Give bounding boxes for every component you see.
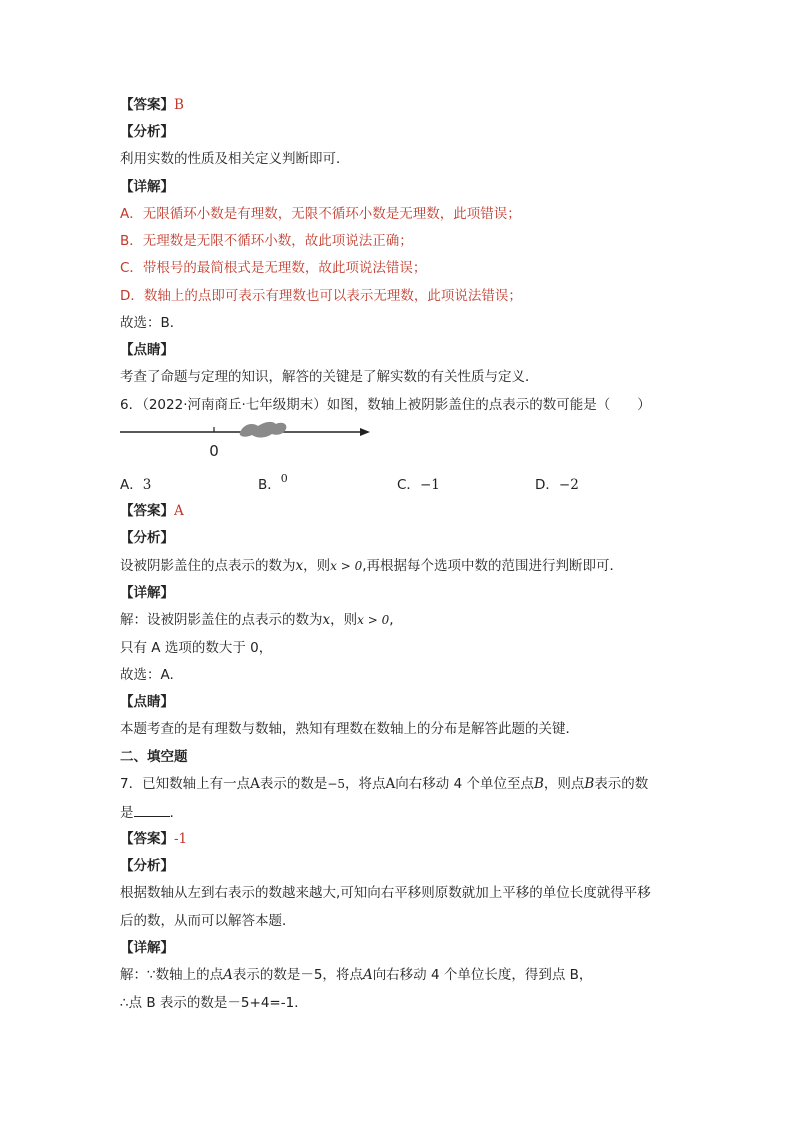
q5-comment-label: 【点睛】 xyxy=(120,342,174,358)
q6-choice: 故选：A. xyxy=(120,667,174,683)
q7-answer: 【答案】-1 xyxy=(120,831,188,847)
q7-analysis-label: 【分析】 xyxy=(120,858,174,874)
q5-detail-line: B．无理数是无限不循环小数，故此项说法正确； xyxy=(120,233,413,249)
zero-tick-label: 0 xyxy=(209,442,219,460)
q6-comment-label: 【点睛】 xyxy=(120,694,174,710)
q5-detail-line: D．数轴上的点即可表示有理数也可以表示无理数，此项说法错误； xyxy=(120,288,522,304)
section-heading: 二、填空题 xyxy=(120,749,188,765)
q6-detail-line: 解：设被阴影盖住的点表示的数为x，则x > 0, xyxy=(120,612,394,628)
q7-analysis-text: 后的数，从而可以解答本题． xyxy=(120,913,296,929)
q6-detail-label: 【详解】 xyxy=(120,585,174,601)
q7-stem-line2: 是 . xyxy=(120,802,174,823)
arrow-icon xyxy=(360,428,370,436)
option-d: D．−2 xyxy=(535,477,579,493)
q7-detail-line: 解：∵数轴上的点A表示的数是－5，将点A向右移动 4 个单位长度，得到点 B， xyxy=(120,967,593,983)
q7-detail-line: ∴点 B 表示的数是－5+4=-1． xyxy=(120,995,308,1011)
q7-analysis-text: 根据数轴从左到右表示的数越来越大,可知向右平移则原数就加上平移的单位长度就得平移 xyxy=(120,885,651,901)
q5-analysis-text: 利用实数的性质及相关定义判断即可． xyxy=(120,151,350,167)
q6-analysis-text: 设被阴影盖住的点表示的数为x，则x > 0,再根据每个选项中数的范围进行判断即可． xyxy=(120,558,624,574)
q6-detail-line: 只有 A 选项的数大于 0， xyxy=(120,640,273,656)
q6-stem: 6．（2022·河南商丘·七年级期末）如图，数轴上被阴影盖住的点表示的数可能是（ ） xyxy=(120,397,651,413)
option-c: C．−1 xyxy=(397,477,440,493)
q5-detail-line: A．无限循环小数是有理数，无限不循环小数是无理数，此项错误； xyxy=(120,206,521,222)
q6-analysis-label: 【分析】 xyxy=(120,530,174,546)
q5-comment-text: 考查了命题与定理的知识，解答的关键是了解实数的有关性质与定义． xyxy=(120,369,539,385)
shadow-blob xyxy=(240,422,287,438)
q5-detail-line: C．带根号的最简根式是无理数，故此项说法错误； xyxy=(120,260,427,276)
q7-detail-label: 【详解】 xyxy=(120,940,174,956)
q6-comment-text: 本题考查的是有理数与数轴，熟知有理数在数轴上的分布是解答此题的关键． xyxy=(120,721,579,737)
answer-blank[interactable] xyxy=(134,802,170,817)
q5-choice: 故选：B． xyxy=(120,315,184,331)
option-b: B．$^0$ xyxy=(258,472,288,493)
q5-answer: 【答案】B xyxy=(120,97,184,113)
number-line-figure xyxy=(118,418,378,464)
q6-answer: 【答案】A xyxy=(120,503,184,519)
q7-stem: 7．已知数轴上有一点A表示的数是−5，将点A向右移动 4 个单位至点B，则点B表示的数 xyxy=(120,776,649,792)
q5-analysis-label: 【分析】 xyxy=(120,124,174,140)
option-a: A．3 xyxy=(120,477,152,493)
q5-detail-label: 【详解】 xyxy=(120,179,174,195)
